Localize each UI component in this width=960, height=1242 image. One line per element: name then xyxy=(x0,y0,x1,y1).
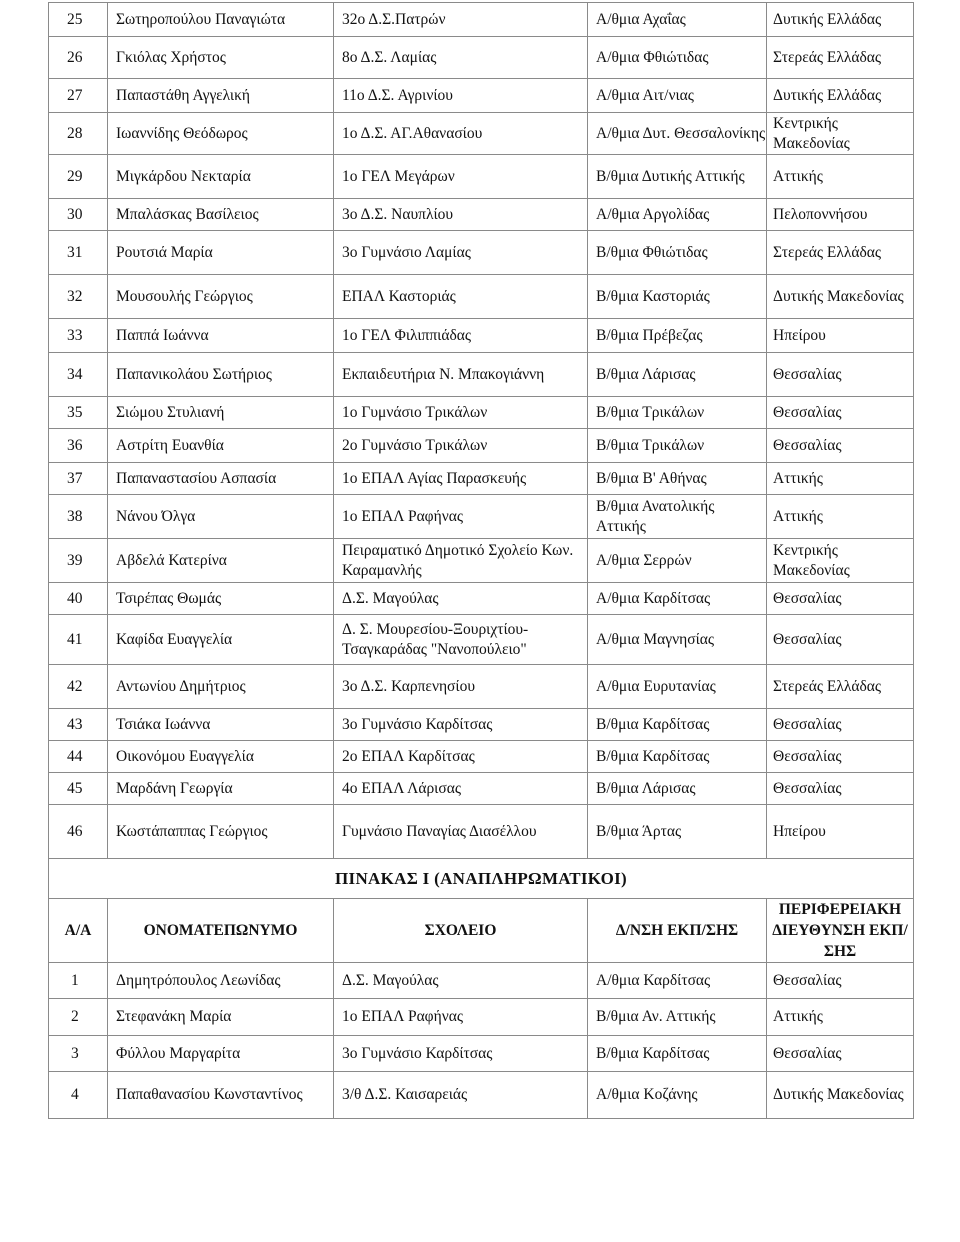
header-regional: ΠΕΡΙΦΕΡΕΙΑΚΗ ΔΙΕΥΘΥΝΣΗ ΕΚΠ/ΣΗΣ xyxy=(767,899,914,963)
row-name: Γκιόλας Χρήστος xyxy=(108,37,334,79)
row-region: Αττικής xyxy=(767,155,914,199)
row-number: 1 xyxy=(49,963,108,999)
row-direction: Β/θμια Τρικάλων xyxy=(588,397,767,429)
row-region: Στερεάς Ελλάδας xyxy=(767,231,914,275)
row-number: 3 xyxy=(49,1036,108,1072)
table-row xyxy=(49,319,914,353)
row-school: 3ο Γυμνάσιο Καρδίτσας xyxy=(334,709,588,741)
table-row xyxy=(49,79,914,113)
row-school: Δ.Σ. Μαγούλας xyxy=(334,583,588,615)
row-number: 35 xyxy=(49,397,108,429)
header-direction: Δ/ΝΣΗ ΕΚΠ/ΣΗΣ xyxy=(588,899,767,963)
row-number: 34 xyxy=(49,353,108,397)
row-region: Δυτικής Ελλάδας xyxy=(767,79,914,113)
row-direction: Β/θμια Λάρισας xyxy=(588,353,767,397)
row-number: 31 xyxy=(49,231,108,275)
table-row xyxy=(49,615,914,665)
row-direction: Α/θμια Αργολίδας xyxy=(588,199,767,231)
row-school: 3/θ Δ.Σ. Καισαρειάς xyxy=(334,1072,588,1119)
row-region: Δυτικής Μακεδονίας xyxy=(767,275,914,319)
table-row xyxy=(49,539,914,583)
row-school: Δ.Σ. Μαγούλας xyxy=(334,963,588,999)
row-direction: Α/θμια Αιτ/νιας xyxy=(588,79,767,113)
row-number: 2 xyxy=(49,999,108,1036)
row-school: Δ. Σ. Μουρεσίου-Ξουριχτίου-Τσαγκαράδας "Νανοπούλειο" xyxy=(334,615,588,665)
main-table-body xyxy=(49,3,914,859)
row-region: Αττικής xyxy=(767,999,914,1036)
row-number: 40 xyxy=(49,583,108,615)
table-row xyxy=(49,429,914,463)
row-region: Ηπείρου xyxy=(767,805,914,859)
table-row xyxy=(49,113,914,155)
row-region: Αττικής xyxy=(767,495,914,539)
table-row xyxy=(49,275,914,319)
row-number: 42 xyxy=(49,665,108,709)
row-name: Νάνου Όλγα xyxy=(108,495,334,539)
table-title: ΠΙΝΑΚΑΣ Ι (ΑΝΑΠΛΗΡΩΜΑΤΙΚΟΙ) xyxy=(49,859,914,899)
row-direction: Α/θμια Αχαΐας xyxy=(588,3,767,37)
row-school: 1ο Δ.Σ. ΑΓ.Αθανασίου xyxy=(334,113,588,155)
row-name: Ρουτσιά Μαρία xyxy=(108,231,334,275)
table-row xyxy=(49,495,914,539)
teachers-table xyxy=(48,2,914,1119)
row-number: 28 xyxy=(49,113,108,155)
row-direction: Β/θμια Καρδίτσας xyxy=(588,741,767,773)
table-row xyxy=(49,709,914,741)
row-region: Θεσσαλίας xyxy=(767,709,914,741)
row-direction: Β/θμια Καστοριάς xyxy=(588,275,767,319)
table-row xyxy=(49,155,914,199)
row-region: Στερεάς Ελλάδας xyxy=(767,665,914,709)
row-name: Παπαστάθη Αγγελική xyxy=(108,79,334,113)
row-direction: Α/θμια Καρδίτσας xyxy=(588,963,767,999)
row-direction: Β/θμια Δυτικής Αττικής xyxy=(588,155,767,199)
row-number: 25 xyxy=(49,3,108,37)
row-region: Θεσσαλίας xyxy=(767,773,914,805)
row-region: Αττικής xyxy=(767,463,914,495)
row-number: 38 xyxy=(49,495,108,539)
row-direction: Α/θμια Ευρυτανίας xyxy=(588,665,767,709)
row-school: 3ο Δ.Σ. Καρπενησίου xyxy=(334,665,588,709)
row-direction: Α/θμια Δυτ. Θεσσαλονίκης xyxy=(588,113,767,155)
row-region: Θεσσαλίας xyxy=(767,353,914,397)
row-direction: Β/θμια Πρέβεζας xyxy=(588,319,767,353)
table-row xyxy=(49,963,914,999)
table-row xyxy=(49,37,914,79)
row-name: Παπαναστασίου Ασπασία xyxy=(108,463,334,495)
row-number: 4 xyxy=(49,1072,108,1119)
row-school: 1ο Γυμνάσιο Τρικάλων xyxy=(334,397,588,429)
row-school: Γυμνάσιο Παναγίας Διασέλλου xyxy=(334,805,588,859)
row-school: 1ο ΓΕΛ Μεγάρων xyxy=(334,155,588,199)
row-name: Τσιάκα Ιωάννα xyxy=(108,709,334,741)
row-number: 37 xyxy=(49,463,108,495)
header-school: ΣΧΟΛΕΙΟ xyxy=(334,899,588,963)
row-name: Σωτηροπούλου Παναγιώτα xyxy=(108,3,334,37)
row-school: 32ο Δ.Σ.Πατρών xyxy=(334,3,588,37)
table-row xyxy=(49,231,914,275)
row-number: 33 xyxy=(49,319,108,353)
row-direction: Β/θμια Τρικάλων xyxy=(588,429,767,463)
row-name: Σιώμου Στυλιανή xyxy=(108,397,334,429)
table-row xyxy=(49,583,914,615)
row-school: 3ο Γυμνάσιο Καρδίτσας xyxy=(334,1036,588,1072)
row-school: 2ο Γυμνάσιο Τρικάλων xyxy=(334,429,588,463)
row-direction: Α/θμια Σερρών xyxy=(588,539,767,583)
row-number: 30 xyxy=(49,199,108,231)
row-number: 43 xyxy=(49,709,108,741)
row-name: Μουσουλής Γεώργιος xyxy=(108,275,334,319)
row-name: Μιγκάρδου Νεκταρία xyxy=(108,155,334,199)
row-direction: Β/θμια Φθιώτιδας xyxy=(588,231,767,275)
table-row xyxy=(49,463,914,495)
row-region: Θεσσαλίας xyxy=(767,429,914,463)
row-direction: Α/θμια Φθιώτιδας xyxy=(588,37,767,79)
table-row xyxy=(49,199,914,231)
row-number: 32 xyxy=(49,275,108,319)
header-name: ΟΝΟΜΑΤΕΠΩΝΥΜΟ xyxy=(108,899,334,963)
row-school: Πειραματικό Δημοτικό Σχολείο Κων. Καραμανλής xyxy=(334,539,588,583)
table-row xyxy=(49,999,914,1036)
row-region: Θεσσαλίας xyxy=(767,963,914,999)
table-row xyxy=(49,805,914,859)
row-name: Ιωαννίδης Θεόδωρος xyxy=(108,113,334,155)
table-row xyxy=(49,397,914,429)
row-region: Δυτικής Μακεδονίας xyxy=(767,1072,914,1119)
row-name: Μπαλάσκας Βασίλειος xyxy=(108,199,334,231)
row-number: 45 xyxy=(49,773,108,805)
row-region: Θεσσαλίας xyxy=(767,741,914,773)
row-school: 4ο ΕΠΑΛ Λάρισας xyxy=(334,773,588,805)
header-aa: Α/Α xyxy=(49,899,108,963)
row-name: Τσιρέπας Θωμάς xyxy=(108,583,334,615)
row-school: 11ο Δ.Σ. Αγρινίου xyxy=(334,79,588,113)
table-row xyxy=(49,1036,914,1072)
row-number: 29 xyxy=(49,155,108,199)
row-name: Καφίδα Ευαγγελία xyxy=(108,615,334,665)
row-number: 46 xyxy=(49,805,108,859)
row-direction: Β/θμια Καρδίτσας xyxy=(588,1036,767,1072)
row-name: Κωστάπαππας Γεώργιος xyxy=(108,805,334,859)
row-number: 39 xyxy=(49,539,108,583)
row-name: Δημητρόπουλος Λεωνίδας xyxy=(108,963,334,999)
row-name: Μαρδάνη Γεωργία xyxy=(108,773,334,805)
row-school: ΕΠΑΛ Καστοριάς xyxy=(334,275,588,319)
row-name: Παπανικολάου Σωτήριος xyxy=(108,353,334,397)
table-row xyxy=(49,741,914,773)
header-row xyxy=(49,899,914,963)
row-direction: Α/θμια Κοζάνης xyxy=(588,1072,767,1119)
row-school: 2ο ΕΠΑΛ Καρδίτσας xyxy=(334,741,588,773)
row-school: 3ο Δ.Σ. Ναυπλίου xyxy=(334,199,588,231)
table-row xyxy=(49,3,914,37)
row-region: Θεσσαλίας xyxy=(767,583,914,615)
row-direction: Α/θμια Καρδίτσας xyxy=(588,583,767,615)
row-name: Αβδελά Κατερίνα xyxy=(108,539,334,583)
row-region: Ηπείρου xyxy=(767,319,914,353)
row-direction: Β/θμια Λάρισας xyxy=(588,773,767,805)
row-number: 27 xyxy=(49,79,108,113)
row-region: Θεσσαλίας xyxy=(767,1036,914,1072)
row-school: 1ο ΕΠΑΛ Ραφήνας xyxy=(334,999,588,1036)
row-direction: Β/θμια Β' Αθήνας xyxy=(588,463,767,495)
row-name: Οικονόμου Ευαγγελία xyxy=(108,741,334,773)
row-direction: Β/θμια Άρτας xyxy=(588,805,767,859)
row-school: 8ο Δ.Σ. Λαμίας xyxy=(334,37,588,79)
row-number: 44 xyxy=(49,741,108,773)
row-name: Στεφανάκη Μαρία xyxy=(108,999,334,1036)
row-school: 1ο ΓΕΛ Φιλιππιάδας xyxy=(334,319,588,353)
row-number: 41 xyxy=(49,615,108,665)
row-region: Δυτικής Ελλάδας xyxy=(767,3,914,37)
row-number: 26 xyxy=(49,37,108,79)
row-region: Θεσσαλίας xyxy=(767,397,914,429)
row-direction: Β/θμια Ανατολικής Αττικής xyxy=(588,495,767,539)
row-school: 3ο Γυμνάσιο Λαμίας xyxy=(334,231,588,275)
row-direction: Β/θμια Αν. Αττικής xyxy=(588,999,767,1036)
row-name: Αστρίτη Ευανθία xyxy=(108,429,334,463)
row-school: 1ο ΕΠΑΛ Ραφήνας xyxy=(334,495,588,539)
row-school: 1ο ΕΠΑΛ Αγίας Παρασκευής xyxy=(334,463,588,495)
reserve-table-body xyxy=(49,963,914,1119)
row-region: Κεντρικής Μακεδονίας xyxy=(767,539,914,583)
table-row xyxy=(49,665,914,709)
row-name: Αντωνίου Δημήτριος xyxy=(108,665,334,709)
row-region: Θεσσαλίας xyxy=(767,615,914,665)
row-region: Στερεάς Ελλάδας xyxy=(767,37,914,79)
row-name: Παππά Ιωάννα xyxy=(108,319,334,353)
row-number: 36 xyxy=(49,429,108,463)
row-name: Παπαθανασίου Κωνσταντίνος xyxy=(108,1072,334,1119)
row-direction: Α/θμια Μαγνησίας xyxy=(588,615,767,665)
row-region: Πελοποννήσου xyxy=(767,199,914,231)
row-region: Κεντρικής Μακεδονίας xyxy=(767,113,914,155)
table-row xyxy=(49,353,914,397)
table-row xyxy=(49,773,914,805)
row-school: Εκπαιδευτήρια Ν. Μπακογιάννη xyxy=(334,353,588,397)
table-row xyxy=(49,1072,914,1119)
row-name: Φύλλου Μαργαρίτα xyxy=(108,1036,334,1072)
row-direction: Β/θμια Καρδίτσας xyxy=(588,709,767,741)
